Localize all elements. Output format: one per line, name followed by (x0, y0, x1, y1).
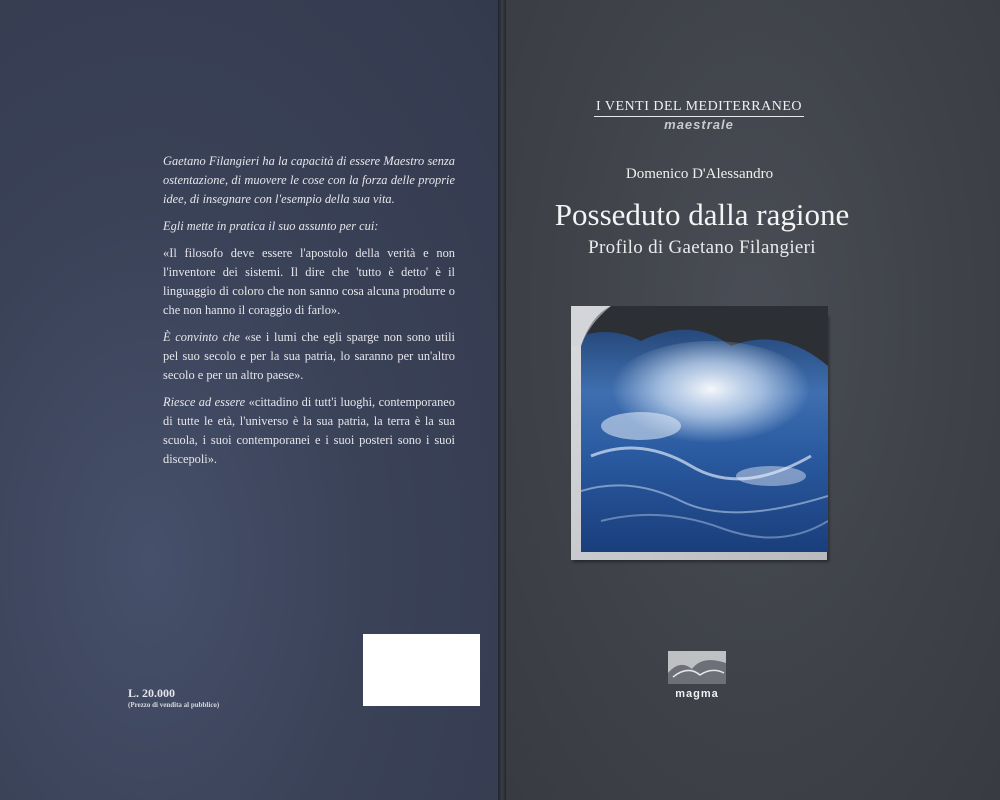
price: L. 20.000 (128, 686, 176, 700)
back-paragraph (163, 217, 455, 236)
publisher-name: magma (675, 688, 719, 700)
text-run: Riesce ad essere (163, 395, 249, 409)
author-name: Domenico D'Alessandro (625, 166, 774, 182)
text-run: «se i lumi che egli sparge non sono utili pel suo secolo e per la sua patria, lo saranno per un'altro secolo e per un altro paese». (163, 330, 455, 382)
back-paragraph (163, 152, 455, 209)
back-paragraph (163, 328, 455, 385)
text-run: «cittadino di tutt'i luoghi, contemporaneo di tutte le età, l'universo è la sua patria, la terra è la sua scuola, i suoi contemporanei e i suoi posteri sono i suoi discepoli». (163, 395, 455, 466)
publisher-logo-icon (668, 651, 726, 684)
back-cover-text (163, 152, 455, 477)
text-run: «Il filosofo deve essere l'apostolo della verità e non l'inventore dei sistemi. Il dire che 'tutto è detto' è il linguaggio di coloro che non sanno cosa alcuna produrre o che non hanno il coraggio di farlo». (163, 246, 455, 317)
series-name: I VENTI DEL MEDITERRANEO (594, 99, 804, 117)
book-title: Posseduto dalla ragione (554, 197, 850, 232)
back-paragraph (163, 393, 455, 469)
sea-wave-photo-icon (581, 306, 828, 552)
book-subtitle: Profilo di Gaetano Filangieri (588, 237, 816, 258)
spine (498, 0, 506, 800)
page-curl-icon (571, 306, 611, 346)
subseries-name: maestrale (664, 117, 734, 132)
text-run: Gaetano Filangieri ha la capacità di essere Maestro senza ostentazione, di muovere le cose con la forza delle proprie idee, di insegnare con l'esempio della sua vita. (163, 154, 455, 206)
barcode-sticker (363, 634, 480, 706)
front-cover (506, 0, 1000, 800)
text-run: È convinto che (163, 330, 245, 344)
back-cover (0, 0, 498, 800)
price-note: (Prezzo di vendita al pubblico) (128, 701, 220, 709)
back-paragraph (163, 244, 455, 320)
text-run: Egli mette in pratica il suo assunto per cui: (163, 219, 379, 233)
